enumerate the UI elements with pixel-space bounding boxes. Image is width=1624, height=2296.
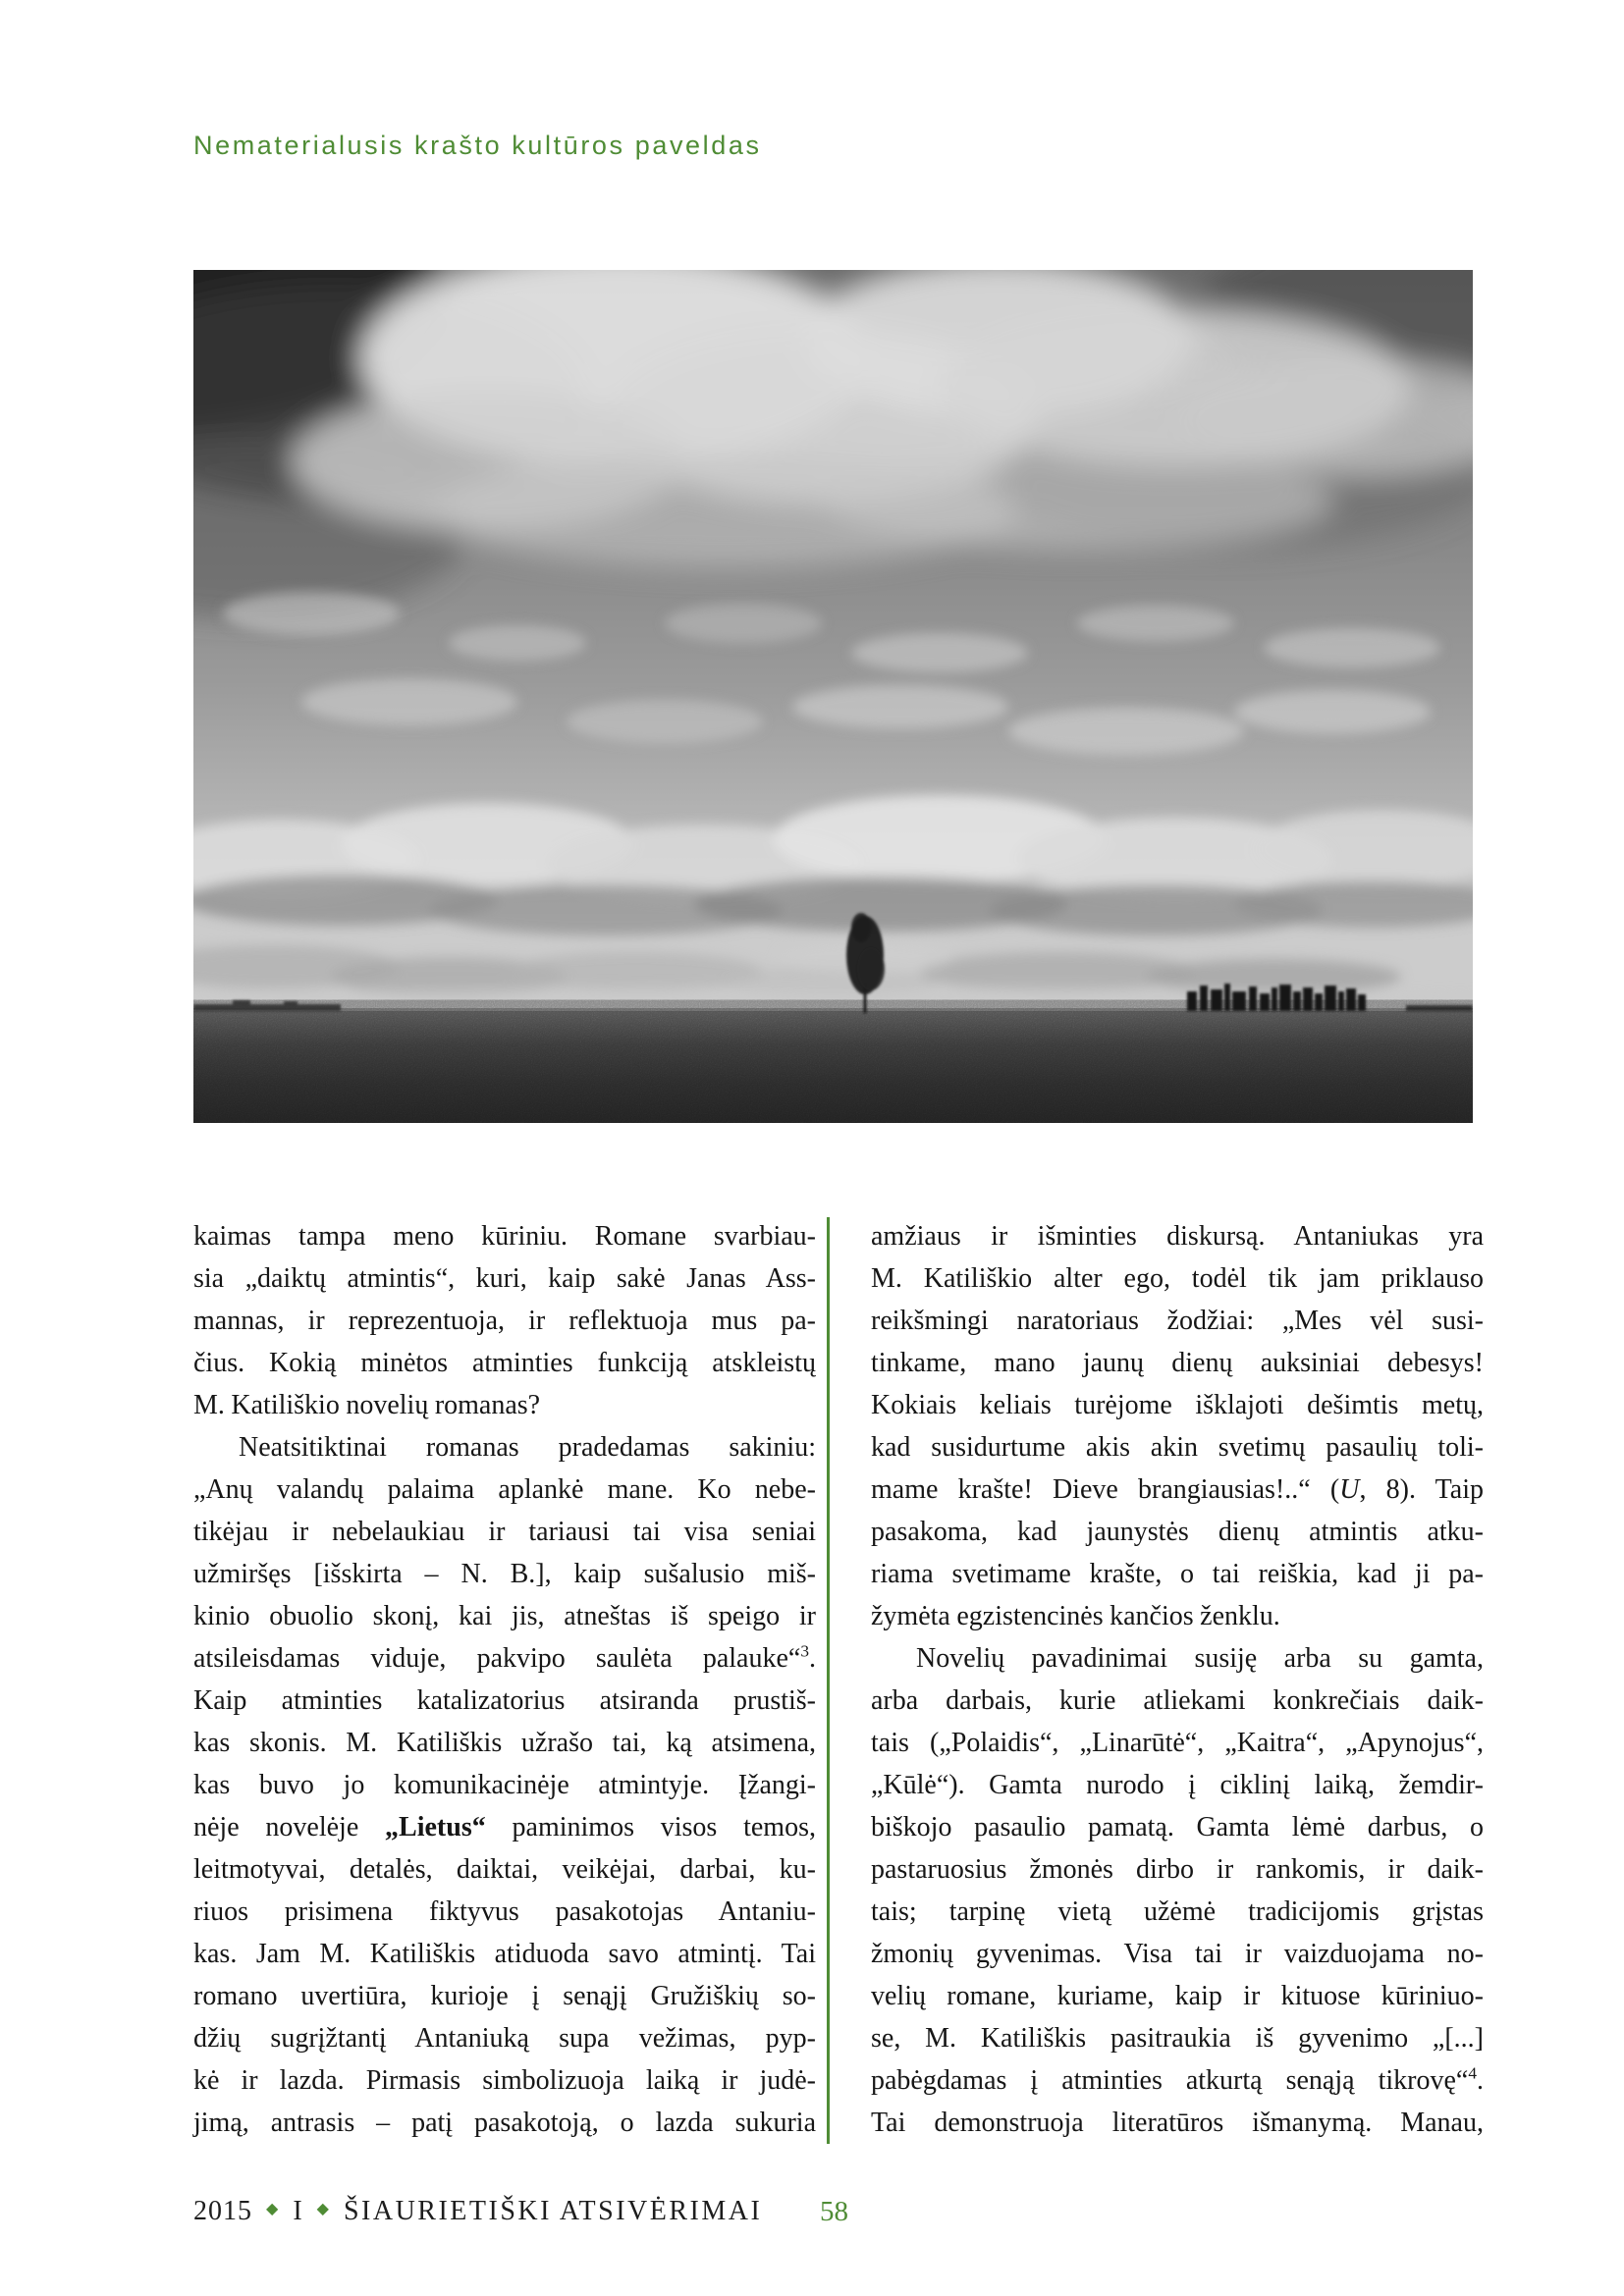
text-line: leitmotyvai, detalės, daiktai, veikėjai, darbai, ku- <box>193 1854 816 1885</box>
text-line: atsileisdamas viduje, pakvipo saulėta palauke“$^3$. <box>193 1641 816 1674</box>
text-line: Kokiais keliais turėjome išklajoti dešimtis metų, <box>871 1390 1484 1420</box>
text-line: kas skonis. M. Katiliškis užrašo tai, ką atsimena, <box>193 1728 816 1758</box>
footer-journal-info <box>193 2196 762 2227</box>
running-header: Nematerialusis krašto kultūros paveldas <box>193 131 762 160</box>
text-line: riuos prisimena fiktyvus pasakotojas Antaniu- <box>193 1896 816 1927</box>
text-column-right <box>871 1215 1484 2144</box>
footer-journal-title: ŠIAURIETIŠKI ATSIVĖRIMAI <box>343 2196 763 2226</box>
text-line: Neatsitiktinai romanas pradedamas sakiniu: <box>239 1432 816 1463</box>
text-line: kad susidurtume akis akin svetimų pasaulių toli- <box>871 1432 1484 1463</box>
text-line: M. Katiliškio novelių romanas? <box>193 1390 541 1420</box>
text-line: pasakoma, kad jaunystės dienų atmintis atku- <box>871 1517 1484 1547</box>
text-line: amžiaus ir išminties diskursą. Antaniukas yra <box>871 1221 1484 1252</box>
text-line: džių sugrįžtantį Antaniuką supa vežimas, pyp- <box>193 2023 816 2054</box>
text-line: „Anų valandų palaima aplankė mane. Ko nebe- <box>193 1474 816 1505</box>
text-line: tais; tarpinę vietą užėmė tradicijomis grįstas <box>871 1896 1484 1927</box>
text-line: „Kūlė“). Gamta nurodo į ciklinį laiką, žemdir- <box>871 1770 1484 1800</box>
text-line: M. Katiliškio alter ego, todėl tik jam priklauso <box>871 1263 1484 1294</box>
text-line: pastaruosius žmonės dirbo ir rankomis, ir daik- <box>871 1854 1484 1885</box>
text-line: čius. Kokią minėtos atminties funkciją atskleistų <box>193 1348 816 1378</box>
text-line: pabėgdamas į atminties atkurtą senąją tikrovę“$^4$. <box>871 2063 1484 2096</box>
article-body <box>193 1215 1483 2146</box>
footer-issue-number: I <box>293 2196 303 2226</box>
text-line: riama svetimame krašte, o tai reiškia, kad ji pa- <box>871 1559 1484 1589</box>
text-line: žmonių gyvenimas. Visa tai ir vaizduojama no- <box>871 1939 1484 1969</box>
text-line: biškojo pasaulio pamatą. Gamta lėmė darbus, o <box>871 1812 1484 1842</box>
text-line: žymėta egzistencinės kančios ženklu. <box>871 1601 1280 1631</box>
text-line: tikėjau ir nebelaukiau ir tariausi tai visa seniai <box>193 1517 816 1547</box>
text-line: se, M. Katiliškis pasitraukia iš gyvenimo „[...] <box>871 2023 1484 2054</box>
text-line: arba darbais, kurie atliekami konkrečiais daik- <box>871 1685 1484 1716</box>
text-line: romano uvertiūra, kurioje į senąjį Gružiškių so- <box>193 1981 816 2011</box>
text-line: Kaip atminties katalizatorius atsiranda prustiš- <box>193 1685 816 1716</box>
diamond-icon: ◆ <box>266 2201 280 2217</box>
text-line: kaimas tampa meno kūriniu. Romane svarbiau- <box>193 1221 816 1252</box>
text-line: velių romane, kuriame, kaip ir kituose kūriniuo- <box>871 1981 1484 2011</box>
text-line: kas buvo jo komunikacinėje atmintyje. Įžangi- <box>193 1770 816 1800</box>
text-line: reikšmingi naratoriaus žodžiai: „Mes vėl susi- <box>871 1306 1484 1336</box>
page-footer <box>193 2196 1483 2235</box>
landscape-photo-art <box>193 270 1473 1123</box>
diamond-icon: ◆ <box>316 2201 330 2217</box>
field-grain <box>193 1011 1473 1123</box>
landscape-photo <box>193 270 1473 1123</box>
text-line: Novelių pavadinimai susiję arba su gamta, <box>916 1643 1484 1674</box>
page-number: 58 <box>820 2196 848 2227</box>
text-line: mame krašte! Dieve brangiausias!..“ (U, 8). Taip <box>871 1474 1484 1505</box>
footer-year: 2015 <box>193 2196 252 2226</box>
column-divider-rule <box>827 1217 830 2144</box>
text-line: nėje novelėje „Lietus“ paminimos visos temos, <box>193 1812 816 1842</box>
text-line: Tai demonstruoja literatūros išmanymą. Manau, <box>871 2108 1484 2138</box>
text-line: sia „daiktų atmintis“, kuri, kaip sakė Janas Ass- <box>193 1263 816 1294</box>
cumulus-band <box>193 795 1473 1017</box>
text-line: tais („Polaidis“, „Linarūtė“, „Kaitra“, „Apynojus“, <box>871 1728 1484 1758</box>
text-line: mannas, ir reprezentuoja, ir reflektuoja mus pa- <box>193 1306 816 1336</box>
text-line: užmiršęs [išskirta – N. B.], kaip sušalusio miš- <box>193 1559 816 1589</box>
text-column-left <box>193 1215 816 2144</box>
text-line: tinkame, mano jaunų dienų auksiniai debesys! <box>871 1348 1484 1378</box>
text-line: kas. Jam M. Katiliškis atiduoda savo atmintį. Tai <box>193 1939 816 1969</box>
text-line: kinio obuolio skonį, kai jis, atneštas iš speigo ir <box>193 1601 816 1631</box>
text-line: jimą, antrasis – patį pasakotoją, o lazda sukuria <box>193 2108 816 2138</box>
text-line: kė ir lazda. Pirmasis simbolizuoja laiką ir judė- <box>193 2065 816 2096</box>
